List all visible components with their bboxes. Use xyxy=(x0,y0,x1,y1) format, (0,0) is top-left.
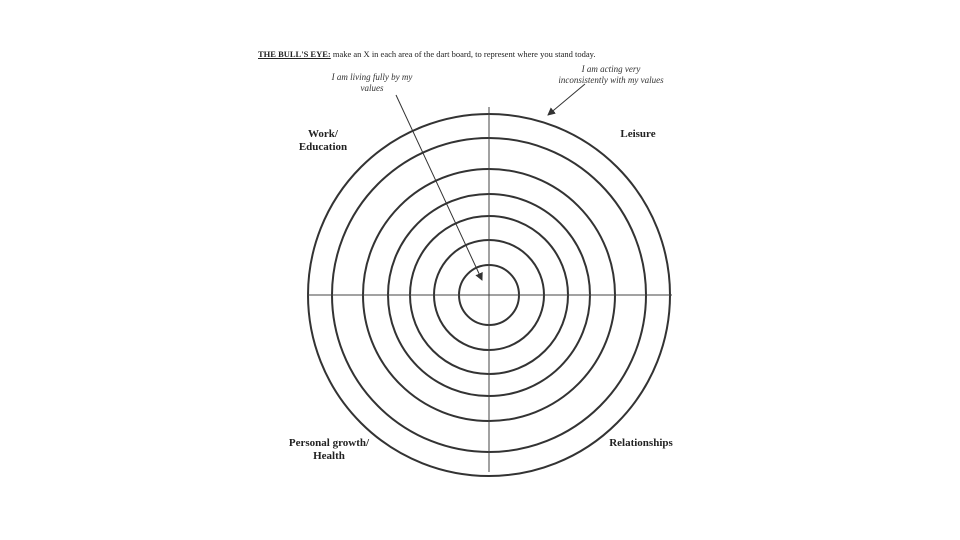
outer-annotation-arrow xyxy=(548,84,585,115)
instruction-title: THE BULL'S EYE: xyxy=(258,49,331,59)
quadrant-label-work-education: Work/ Education xyxy=(298,128,348,153)
inner-annotation-arrow xyxy=(396,95,482,280)
outer-annotation: I am acting very inconsistently with my values xyxy=(558,64,664,85)
quadrant-label-personal-growth-health: Personal growth/ Health xyxy=(288,437,370,462)
quadrant-label-leisure: Leisure xyxy=(620,128,656,140)
inner-annotation: I am living fully by my values xyxy=(331,72,413,93)
quadrant-label-relationships: Relationships xyxy=(609,437,673,449)
instruction-text: make an X in each area of the dart board, to represent where you stand today. xyxy=(330,49,596,59)
